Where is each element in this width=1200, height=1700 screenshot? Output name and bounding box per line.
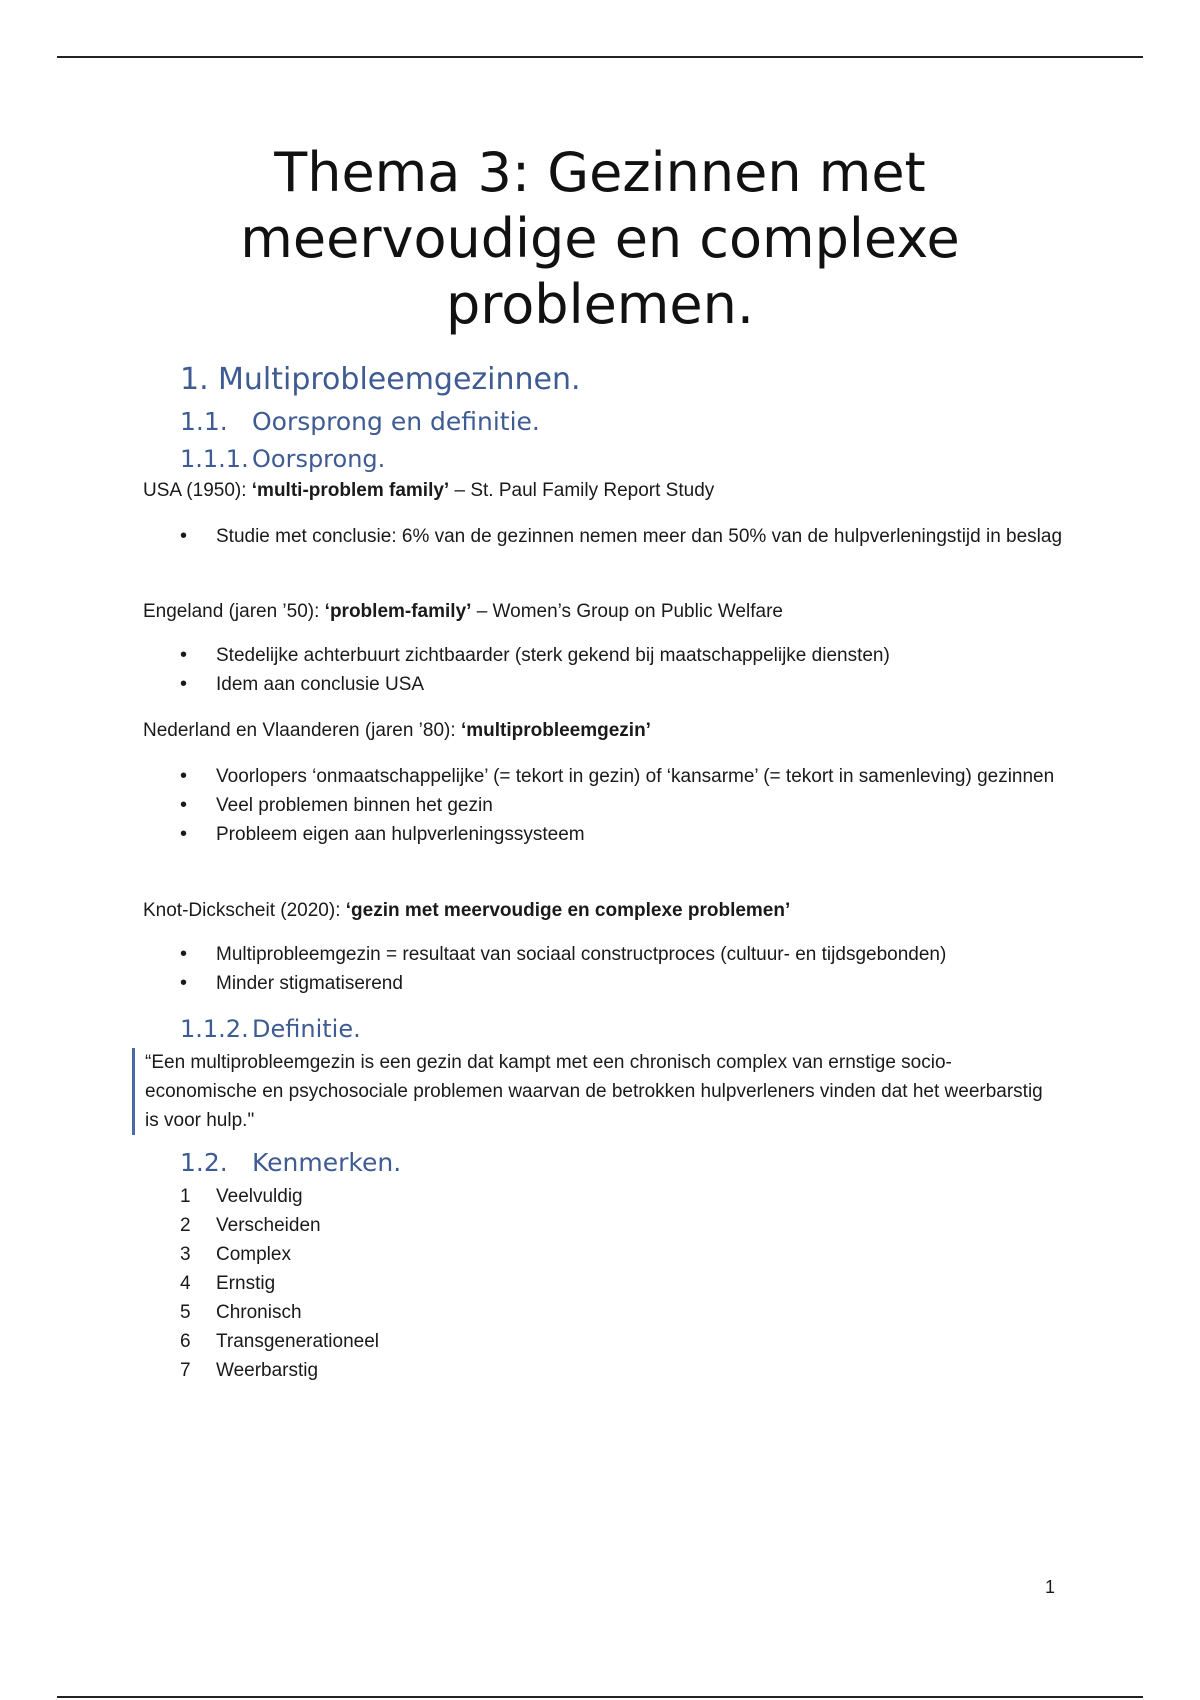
heading-definitie	[180, 1015, 361, 1043]
list-item: • Probleem eigen aan hulpverleningssysteem	[0, 820, 1066, 849]
heading-number: 1.1.	[180, 407, 228, 436]
list-item	[0, 1240, 379, 1269]
heading-text: Multiprobleemgezinnen.	[218, 362, 581, 397]
origin-usa	[143, 476, 714, 505]
item-label: Complex	[216, 1244, 291, 1265]
origin-prefix: Knot-Dickscheit (2020):	[143, 900, 346, 921]
document-title: Thema 3: Gezinnen met meervoudige en complexe problemen.	[240, 141, 960, 336]
page-number: 1	[1045, 1577, 1056, 1597]
heading-number: 1.1.1.	[180, 445, 249, 473]
heading-text: Oorsprong en definitie.	[252, 407, 540, 436]
list-item	[0, 1356, 379, 1385]
knot-bullets	[0, 940, 1066, 998]
heading-number: 1.1.2.	[180, 1015, 249, 1043]
list-item: • Veel problemen binnen het gezin	[0, 791, 1066, 820]
footer-rule	[57, 1696, 1143, 1698]
heading-text: Kenmerken.	[252, 1148, 402, 1177]
item-number: 1	[180, 1186, 191, 1207]
heading-number: 1.	[180, 362, 209, 397]
origin-prefix: Nederland en Vlaanderen (jaren ’80):	[143, 720, 461, 741]
origin-term: ‘problem-family’	[324, 601, 472, 622]
item-number: 5	[180, 1302, 191, 1323]
heading-number: 1.2.	[180, 1148, 228, 1177]
list-item: • Studie met conclusie: 6% van de gezinnen nemen meer dan 50% van de hulpverleningstijd in beslag	[0, 522, 1066, 551]
nederland-bullets	[0, 762, 1066, 849]
item-label: Transgenerationeel	[216, 1331, 380, 1352]
origin-engeland	[143, 597, 783, 626]
heading-oorsprong	[180, 445, 385, 473]
origin-prefix: Engeland (jaren ’50):	[143, 601, 325, 622]
origin-term: ‘multi-problem family’	[251, 480, 450, 501]
definition-quote: “Een multiprobleemgezin is een gezin dat kampt met een chronisch complex van ernstige socio-economische en psychosociale problemen waarvan de betrokken hulpverleners vinden dat het weerbarstig is voor hulp."	[132, 1048, 1045, 1135]
origin-suffix: – St. Paul Family Report Study	[449, 480, 715, 501]
item-number: 2	[180, 1215, 191, 1236]
item-number: 3	[180, 1244, 191, 1265]
list-item	[0, 1298, 379, 1327]
item-label: Weerbarstig	[216, 1360, 319, 1381]
item-label: Chronisch	[216, 1302, 302, 1323]
list-item: • Idem aan conclusie USA	[0, 670, 1066, 699]
usa-bullets	[0, 522, 1066, 551]
list-item	[0, 1211, 379, 1240]
item-label: Veelvuldig	[216, 1186, 303, 1207]
list-item	[0, 1327, 379, 1356]
heading-text: Definitie.	[252, 1015, 361, 1043]
origin-suffix: – Women’s Group on Public Welfare	[471, 601, 783, 622]
heading-multiprobleemgezinnen	[180, 362, 581, 397]
list-item: • Voorlopers ‘onmaatschappelijke’ (= tekort in gezin) of ‘kansarme’ (= tekort in samenleving) gezinnen	[0, 762, 1066, 791]
item-number: 4	[180, 1273, 191, 1294]
list-item	[0, 1269, 379, 1298]
engeland-bullets	[0, 641, 1066, 699]
list-item: • Stedelijke achterbuurt zichtbaarder (sterk gekend bij maatschappelijke diensten)	[0, 641, 1066, 670]
item-number: 6	[180, 1331, 191, 1352]
origin-term: ‘multiprobleemgezin’	[460, 720, 651, 741]
origin-nederland-vlaanderen	[143, 716, 651, 745]
heading-kenmerken	[180, 1148, 401, 1177]
origin-term: ‘gezin met meervoudige en complexe problemen’	[345, 900, 791, 921]
header-rule	[57, 56, 1143, 58]
list-item: • Multiprobleemgezin = resultaat van sociaal constructproces (cultuur- en tijdsgebonden)	[0, 940, 1066, 969]
list-item	[0, 1182, 379, 1211]
features-list	[0, 1182, 379, 1385]
origin-knot-dickscheit	[143, 896, 790, 925]
origin-prefix: USA (1950):	[143, 480, 252, 501]
heading-text: Oorsprong.	[252, 445, 386, 473]
item-number: 7	[180, 1360, 191, 1381]
list-item: • Minder stigmatiserend	[0, 969, 1066, 998]
item-label: Verscheiden	[216, 1215, 321, 1236]
heading-oorsprong-en-definitie	[180, 407, 540, 436]
item-label: Ernstig	[216, 1273, 276, 1294]
